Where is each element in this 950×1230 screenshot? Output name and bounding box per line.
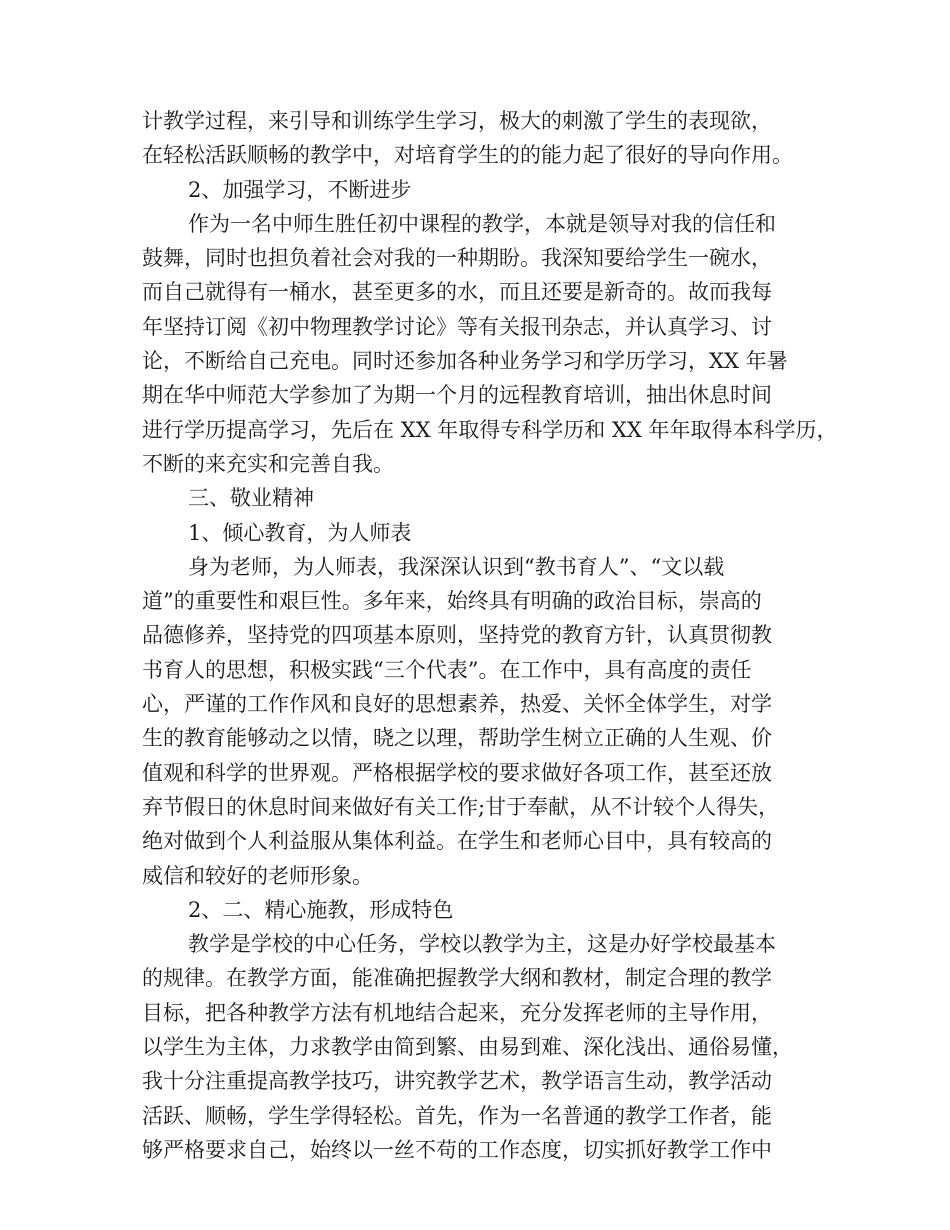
text-line: 够严格要求自己，始终以一丝不苟的工作态度，切实抓好教学工作中 xyxy=(142,1137,772,1162)
text-line: 教学是学校的中心任务，学校以教学为主，这是办好学校最基本 xyxy=(188,932,776,957)
text-line: 在轻松活跃顺畅的教学中，对培育学生的的能力起了很好的导向作用。 xyxy=(142,143,793,168)
text-line: 鼓舞，同时也担负着社会对我的一种期盼。我深知要给学生一碗水， xyxy=(142,246,772,271)
text-line: 期在华中师范大学参加了为期一个月的远程教育培训，抽出休息时间 xyxy=(142,383,772,408)
text-line: 品德修养，坚持党的四项基本原则，坚持党的教育方针，认真贯彻教 xyxy=(142,623,772,648)
text-line: 心，严谨的工作作风和良好的思想素养，热爱、关怀全体学生，对学 xyxy=(142,692,772,717)
text-line: 论，不断给自己充电。同时还参加各种业务学习和学历学习，XX 年暑 xyxy=(142,349,788,374)
text-line: 值观和科学的世界观。严格根据学校的要求做好各项工作，甚至还放 xyxy=(142,760,772,785)
text-line: 2、加强学习，不断进步 xyxy=(188,177,412,202)
text-line: 计教学过程，来引导和训练学生学习，极大的刺激了学生的表现欲， xyxy=(142,109,772,133)
text-line: 道”的重要性和艰巨性。多年来，始终具有明确的政治目标，崇高的 xyxy=(142,589,762,614)
text-line: 弃节假日的休息时间来做好有关工作;甘于奉献，从不计较个人得失， xyxy=(142,794,780,819)
text-line: 不断的来充实和完善自我。 xyxy=(142,451,394,476)
text-line: 年坚持订阅《初中物理教学讨论》等有关报刊杂志，并认真学习、讨 xyxy=(142,314,772,339)
text-line: 以学生为主体，力求教学由简到繁、由易到难、深化浅出、通俗易懂， xyxy=(142,1035,793,1060)
text-line: 进行学历提高学习，先后在 XX 年取得专科学历和 XX 年年取得本科学历， xyxy=(142,417,838,442)
text-line: 三、敬业精神 xyxy=(188,486,314,511)
document-body xyxy=(142,104,842,1167)
text-line: 1、倾心教育，为人师表 xyxy=(188,520,412,545)
text-line: 的规律。在教学方面，能准确把握教学大纲和教材，制定合理的教学 xyxy=(142,966,772,991)
text-line: 作为一名中师生胜任初中课程的教学，本就是领导对我的信任和 xyxy=(188,211,776,236)
text-line: 绝对做到个人利益服从集体利益。在学生和老师心目中，具有较高的 xyxy=(142,829,772,854)
text-line: 身为老师，为人师表，我深深认识到“教书育人”、“文以载 xyxy=(188,554,725,579)
text-line: 目标，把各种教学方法有机地结合起来，充分发挥老师的主导作用， xyxy=(142,1000,772,1025)
text-line: 生的教育能够动之以情，晓之以理，帮助学生树立正确的人生观、价 xyxy=(142,726,772,751)
text-line: 活跃、顺畅，学生学得轻松。首先，作为一名普通的教学工作者，能 xyxy=(142,1103,772,1128)
text-line: 而自己就得有一桶水，甚至更多的水，而且还要是新奇的。故而我每 xyxy=(142,280,772,305)
text-line: 我十分注重提高教学技巧，讲究教学艺术，教学语言生动，教学活动 xyxy=(142,1069,772,1094)
text-line: 书育人的思想，积极实践“三个代表”。在工作中，具有高度的责任 xyxy=(142,657,752,682)
text-line: 威信和较好的老师形象。 xyxy=(142,863,373,888)
text-line: 2、二、精心施教，形成特色 xyxy=(188,897,454,922)
